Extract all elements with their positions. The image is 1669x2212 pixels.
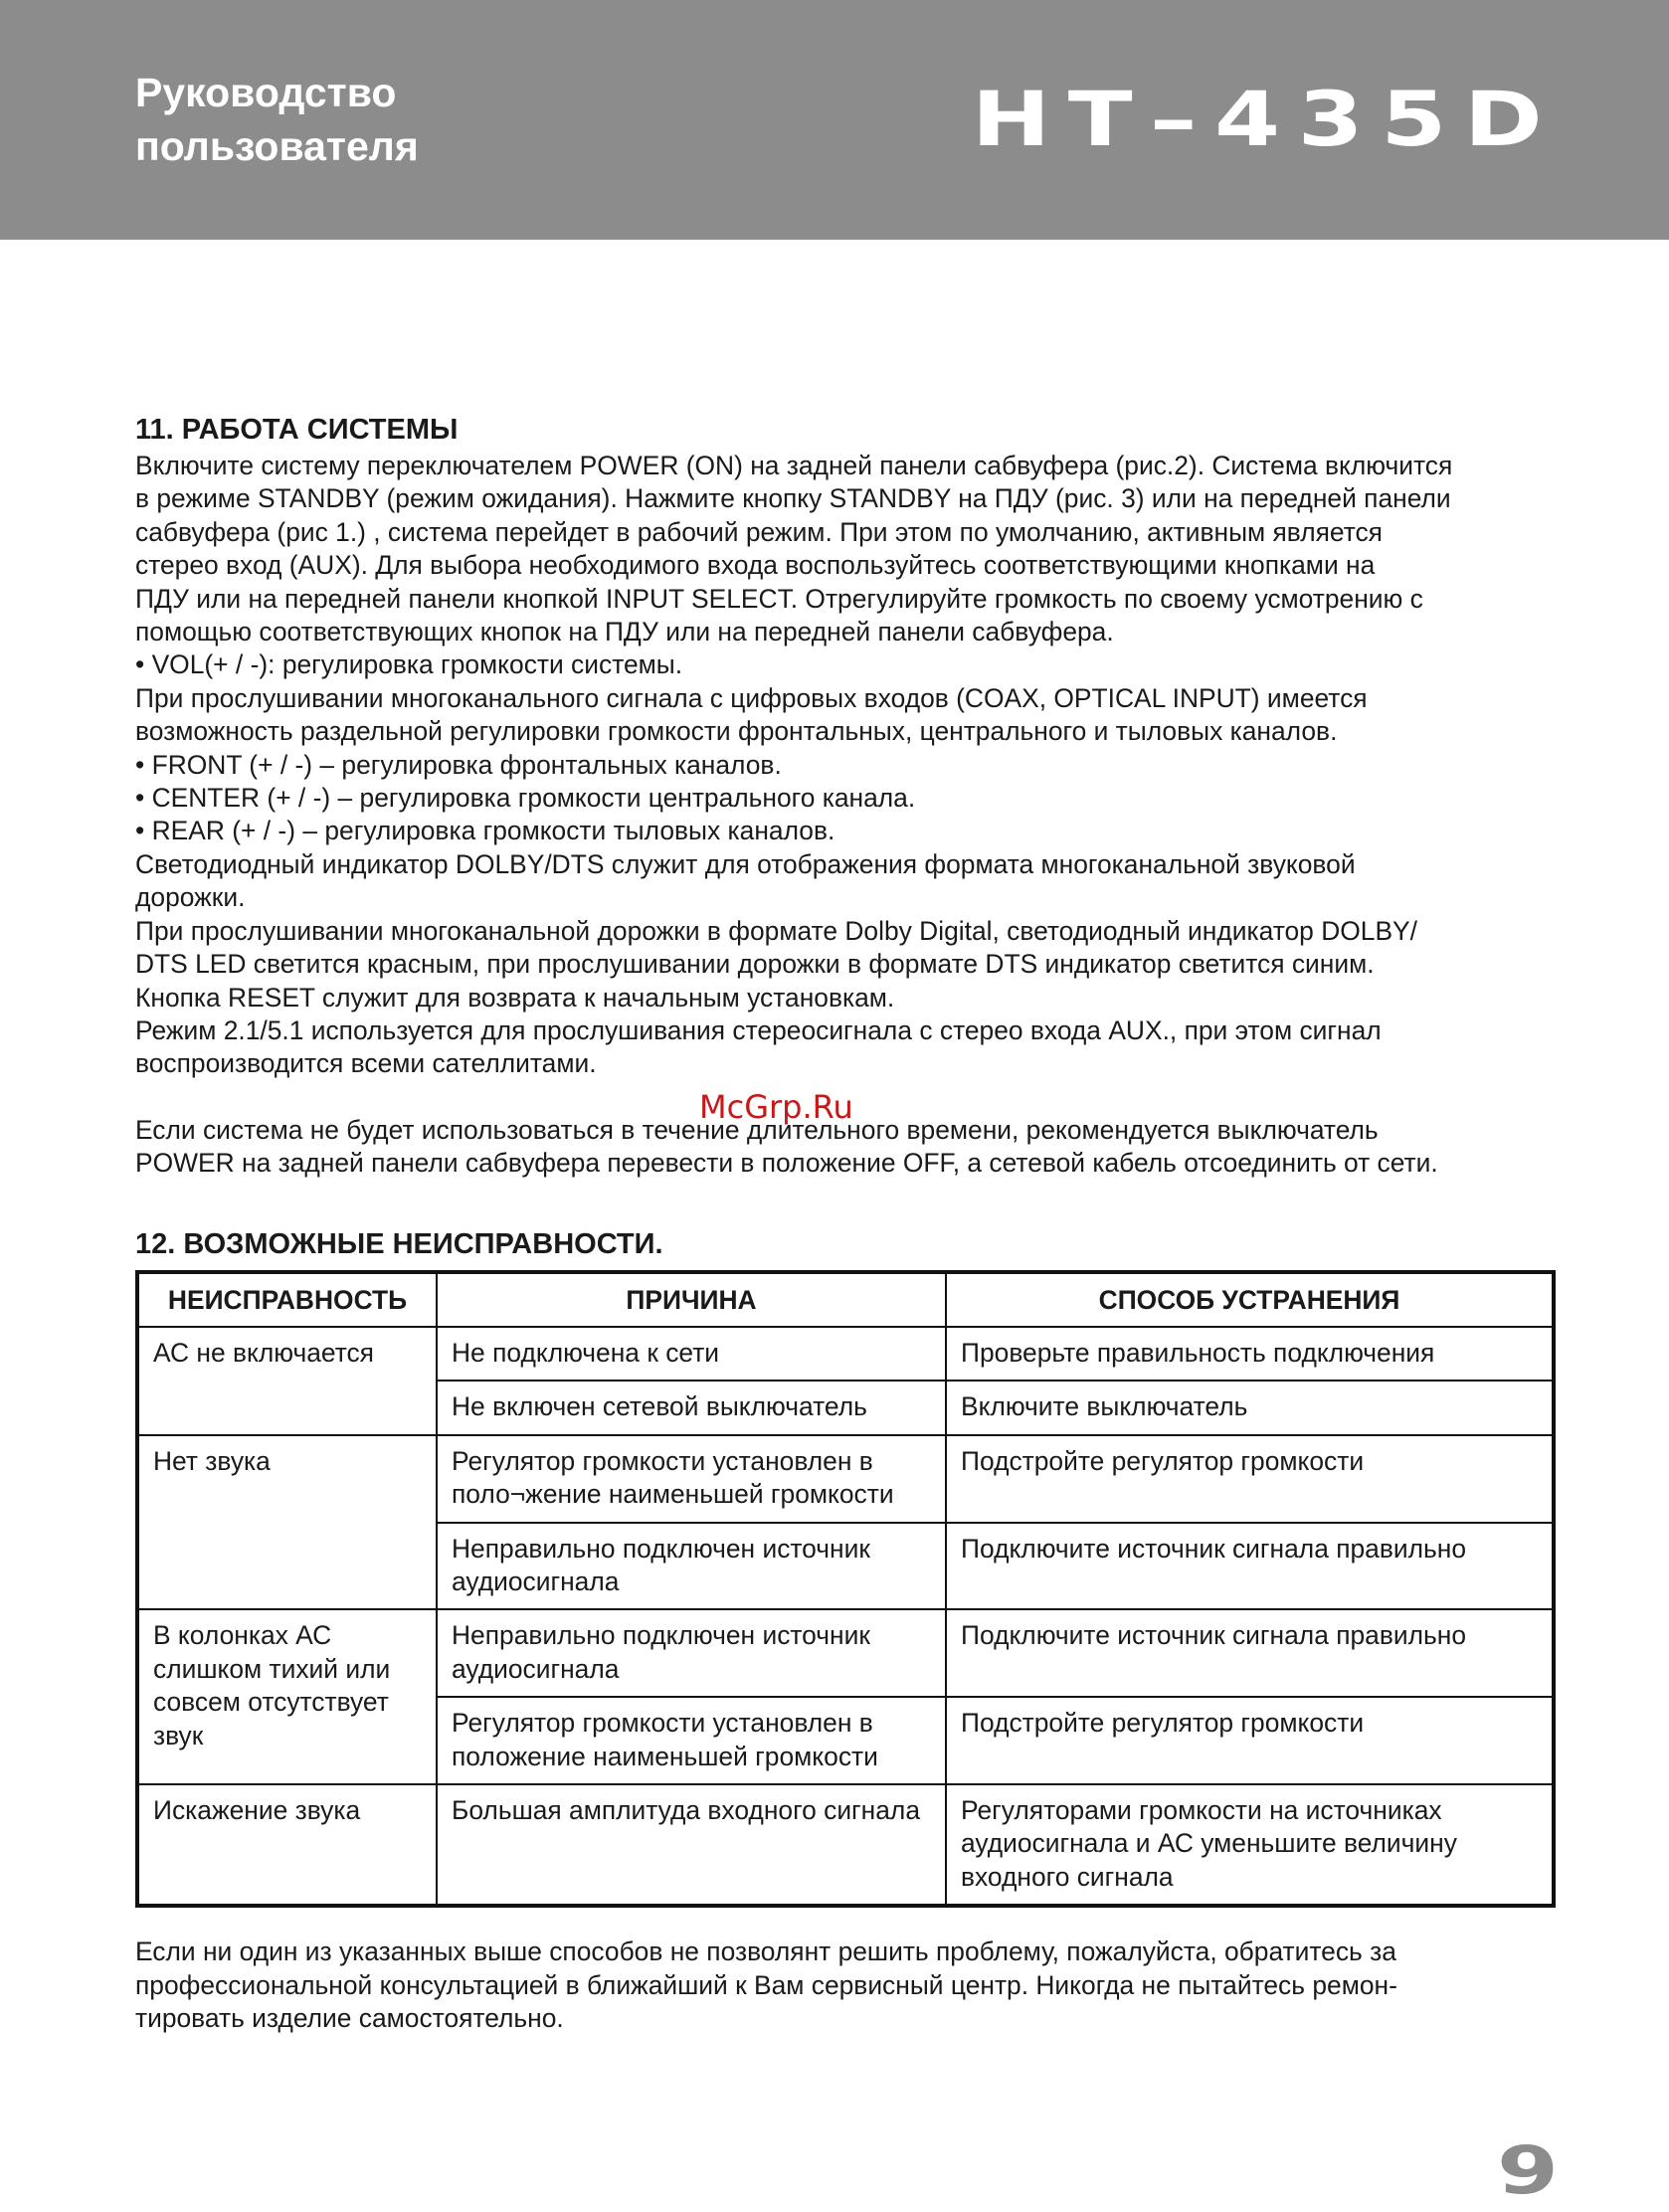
table-row	[137, 1784, 1554, 1906]
footer-line: Если ни один из указанных выше способов не позволянт решить проблему, пожалуйста, обратитесь за	[135, 1936, 1396, 1967]
body-line: • CENTER (+ / -) – регулировка громкости центрального канала.	[135, 783, 916, 814]
column-header-cause: ПРИЧИНА	[437, 1272, 946, 1327]
page-content	[135, 410, 1558, 2035]
troubleshooting-table-body	[137, 1327, 1554, 1906]
fault-cell: В колонках АС слишком тихий или совсем отсутствует звук	[137, 1609, 437, 1784]
footer-line: профессиональной консультацией в ближайший к Вам сервисный центр. Никогда не пытайтесь ремон-	[135, 1969, 1397, 2000]
fault-cell: Нет звука	[137, 1435, 437, 1610]
body-line: ПДУ или на передней панели кнопкой INPUT SELECT. Отрегулируйте громкость по своему усмотрению с	[135, 583, 1423, 614]
table-row	[137, 1327, 1554, 1381]
fix-cell: Включите выключатель	[946, 1381, 1554, 1434]
body-line: сабвуфера (рис 1.) , система перейдет в рабочий режим. При этом по умолчанию, активным является	[135, 516, 1383, 547]
note-line: Если система не будет использоваться в течение длительного времени, рекомендуется выключатель	[135, 1114, 1379, 1145]
body-line: Режим 2.1/5.1 используется для прослушивания стереосигнала с стерео входа AUX., при этом сигнал	[135, 1014, 1382, 1045]
body-line: Включите систему переключателем POWER (ON) на задней панели сабвуфера (рис.2). Система включится	[135, 451, 1453, 480]
body-line: в режиме STANDBY (режим ожидания). Нажмите кнопку STANDBY на ПДУ (рис. 3) или на передней панели	[135, 483, 1451, 514]
footer-line: тировать изделие самостоятельно.	[135, 2003, 564, 2034]
body-line: DTS LED светится красным, при прослушивании дорожки в формате DTS индикатор светится синим.	[135, 949, 1375, 980]
section-12-heading: 12. ВОЗМОЖНЫЕ НЕИСПРАВНОСТИ.	[135, 1227, 663, 1260]
fix-cell: Регуляторами громкости на источниках аудиосигнала и АС уменьшите величину входного сигнала	[946, 1784, 1554, 1906]
fault-cell: Искажение звука	[137, 1784, 437, 1906]
body-line: воспроизводится всеми сателлитами.	[135, 1048, 597, 1079]
table-header-row	[137, 1272, 1554, 1327]
page-header	[0, 0, 1669, 240]
column-header-fault: НЕИСПРАВНОСТЬ	[137, 1272, 437, 1327]
manual-title-line2: пользователя	[135, 123, 419, 169]
body-line: помощью соответствующих кнопок на ПДУ или на передней панели сабвуфера.	[135, 617, 1114, 647]
cause-cell: Неправильно подключен источник аудиосигнала	[437, 1609, 946, 1697]
fix-cell: Подключите источник сигнала правильно	[946, 1523, 1554, 1610]
watermark: McGrp.Ru	[699, 1088, 853, 1126]
fix-cell: Проверьте правильность подключения	[946, 1327, 1554, 1381]
body-line: Светодиодный индикатор DOLBY/DTS служит для отображения формата многоканальной звуковой	[135, 848, 1356, 879]
troubleshooting-table	[135, 1270, 1556, 1909]
body-line: При прослушивании многоканальной дорожки в формате Dolby Digital, светодиодный индикатор DOLBY/	[135, 915, 1417, 946]
body-line: • FRONT (+ / -) – регулировка фронтальных каналов.	[135, 749, 782, 780]
model-name: HT–435D	[971, 75, 1560, 163]
cause-cell: Регулятор громкости установлен в поло¬жение наименьшей громкости	[437, 1435, 946, 1523]
cause-cell: Не подключена к сети	[437, 1327, 946, 1381]
fault-cell: АС не включается	[137, 1327, 437, 1435]
manual-title-line1: Руководство	[135, 70, 397, 115]
cause-cell: Неправильно подключен источник аудиосигнала	[437, 1523, 946, 1610]
table-row	[137, 1609, 1554, 1697]
table-row	[137, 1435, 1554, 1523]
cause-cell: Большая амплитуда входного сигнала	[437, 1784, 946, 1906]
body-line: • REAR (+ / -) – регулировка громкости тыловых каналов.	[135, 816, 835, 846]
body-line: возможность раздельной регулировки громкости фронтальных, центрального и тыловых каналов.	[135, 716, 1338, 747]
page-number: 9	[1497, 2132, 1560, 2209]
body-line: дорожки.	[135, 882, 246, 913]
body-line: При прослушивании многоканального сигнала с цифровых входов (COAX, OPTICAL INPUT) имеется	[135, 682, 1368, 713]
body-line: стерео вход (AUX). Для выбора необходимого входа воспользуйтесь соответствующими кнопками на	[135, 550, 1376, 581]
service-note	[135, 1936, 1558, 2035]
fix-cell: Подстройте регулятор громкости	[946, 1697, 1554, 1784]
cause-cell: Регулятор громкости установлен в положение наименьшей громкости	[437, 1697, 946, 1784]
manual-title	[135, 66, 419, 173]
section-11-body	[135, 450, 1558, 1081]
section-11-heading: 11. РАБОТА СИСТЕМЫ	[135, 414, 459, 446]
note-line: POWER на задней панели сабвуфера перевести в положение OFF, а сетевой кабель отсоединить от сети.	[135, 1148, 1438, 1179]
cause-cell: Не включен сетевой выключатель	[437, 1381, 946, 1434]
column-header-fix: СПОСОБ УСТРАНЕНИЯ	[946, 1272, 1554, 1327]
body-line: Кнопка RESET служит для возврата к начальным установкам.	[135, 982, 895, 1013]
fix-cell: Подстройте регулятор громкости	[946, 1435, 1554, 1523]
fix-cell: Подключите источник сигнала правильно	[946, 1609, 1554, 1697]
body-line: • VOL(+ / -): регулировка громкости системы.	[135, 649, 683, 680]
